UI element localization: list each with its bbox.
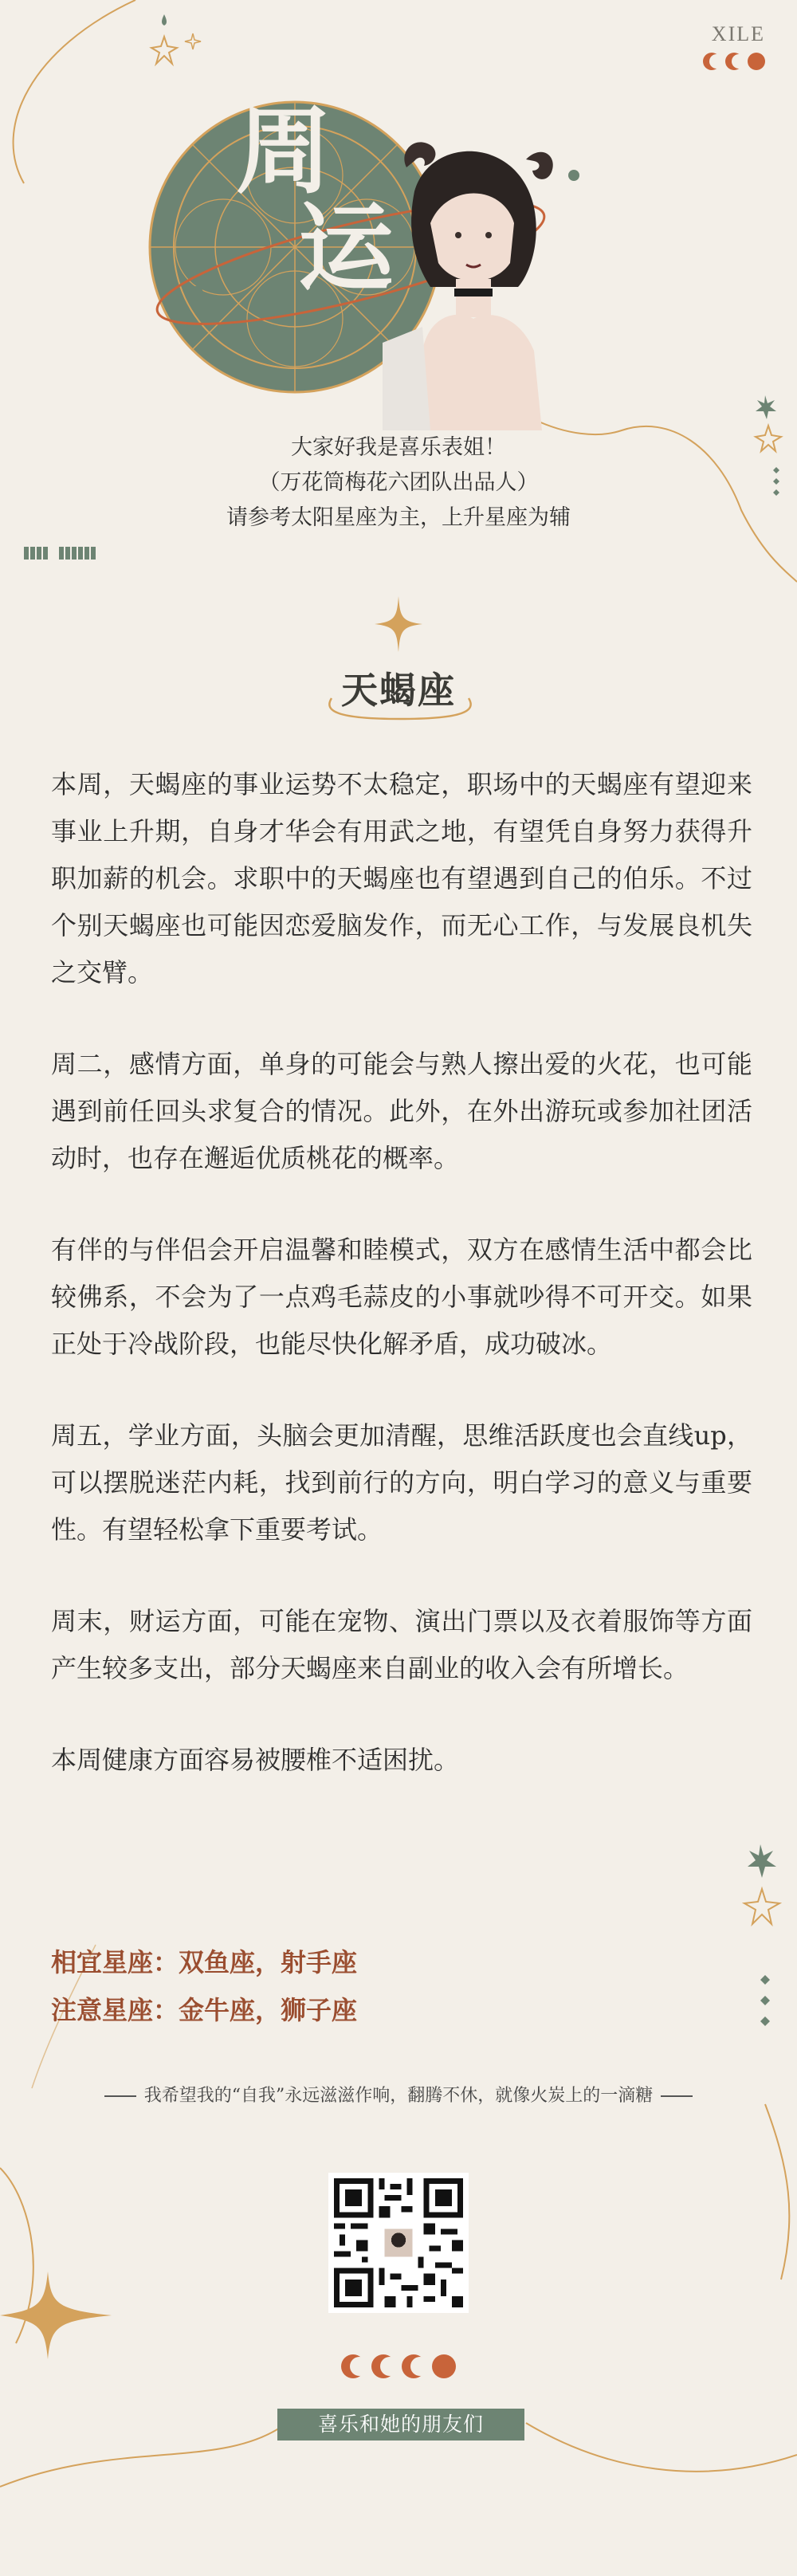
qr-code[interactable] <box>328 2173 469 2313</box>
paragraph-wealth: 周末，财运方面，可能在宠物、演出门票以及衣着服饰等方面产生较多支出，部分天蝎座来自副业的收入会有所增长。 <box>51 1606 752 1683</box>
quote-rule-left <box>104 2095 136 2097</box>
quote-rule-right <box>661 2095 693 2097</box>
brand-logo: XILE <box>711 22 765 45</box>
paragraph-love-couple: 有伴的与伴侣会开启温馨和睦模式，双方在感情生活中都会比较佛系，不会为了一点鸡毛蒜皮的小事就吵得不可开交。如果正处于冷战阶段，也能尽快化解矛盾，成功破冰。 <box>51 1235 752 1359</box>
paragraph-career: 本周，天蝎座的事业运势不太稳定，职场中的天蝎座有望迎来事业上升期，自身才华会有用武之地，有望凭自身努力获得升职加薪的机会。求职中的天蝎座也有望遇到自己的伯乐。不过个别天蝎座也可能因恋爱脑发作，而无心工作，与发展良机失之交臂。 <box>51 769 752 988</box>
moon-phases-icon <box>703 53 765 70</box>
hero-title-char-1: 周 <box>236 95 332 207</box>
sign-title: 天蝎座 <box>341 669 456 712</box>
caution-signs: 注意星座：金牛座，狮子座 <box>51 1995 358 2025</box>
footer-quote <box>0 2082 797 2107</box>
horoscope-body <box>51 761 752 1828</box>
quote-text: 我希望我的“自我”永远滋滋作响，翻腾不休，就像火炭上的一滴糖 <box>143 2086 654 2106</box>
intro-line-1: 大家好我是喜乐表姐！ <box>291 435 506 460</box>
compatibility-section <box>51 1938 357 2034</box>
moon-phases-icon <box>0 2354 797 2378</box>
intro-line-2: （万花筒梅花六团队出品人） <box>258 470 539 495</box>
intro-text <box>0 430 797 536</box>
sparkle-icon <box>0 2272 120 2359</box>
paragraph-study: 周五，学业方面，头脑会更加清醒，思维活跃度也会直线up，可以摆脱迷茫内耗，找到前行的方向，明白学习的意义与重要性。有望轻松拿下重要考试。 <box>51 1420 752 1545</box>
compatible-signs: 相宜星座：双鱼座，射手座 <box>51 1947 358 1977</box>
paragraph-love-single: 周二，感情方面，单身的可能会与熟人擦出爱的火花，也可能遇到前任回头求复合的情况。此外，在外出游玩或参加社团活动时，也存在邂逅优质桃花的概率。 <box>51 1049 752 1173</box>
hero-title-char-2: 运 <box>298 192 394 304</box>
barcode-ornament <box>24 547 96 560</box>
sparkle-icon <box>375 596 422 652</box>
side-star-ornament-icon <box>735 1841 791 2040</box>
paragraph-health: 本周健康方面容易被腰椎不适困扰。 <box>51 1745 460 1775</box>
footer-label: 喜乐和她的朋友们 <box>277 2409 524 2441</box>
star-ornament-icon <box>140 8 212 72</box>
intro-line-3: 请参考太阳星座为主，上升星座为辅 <box>226 505 571 530</box>
